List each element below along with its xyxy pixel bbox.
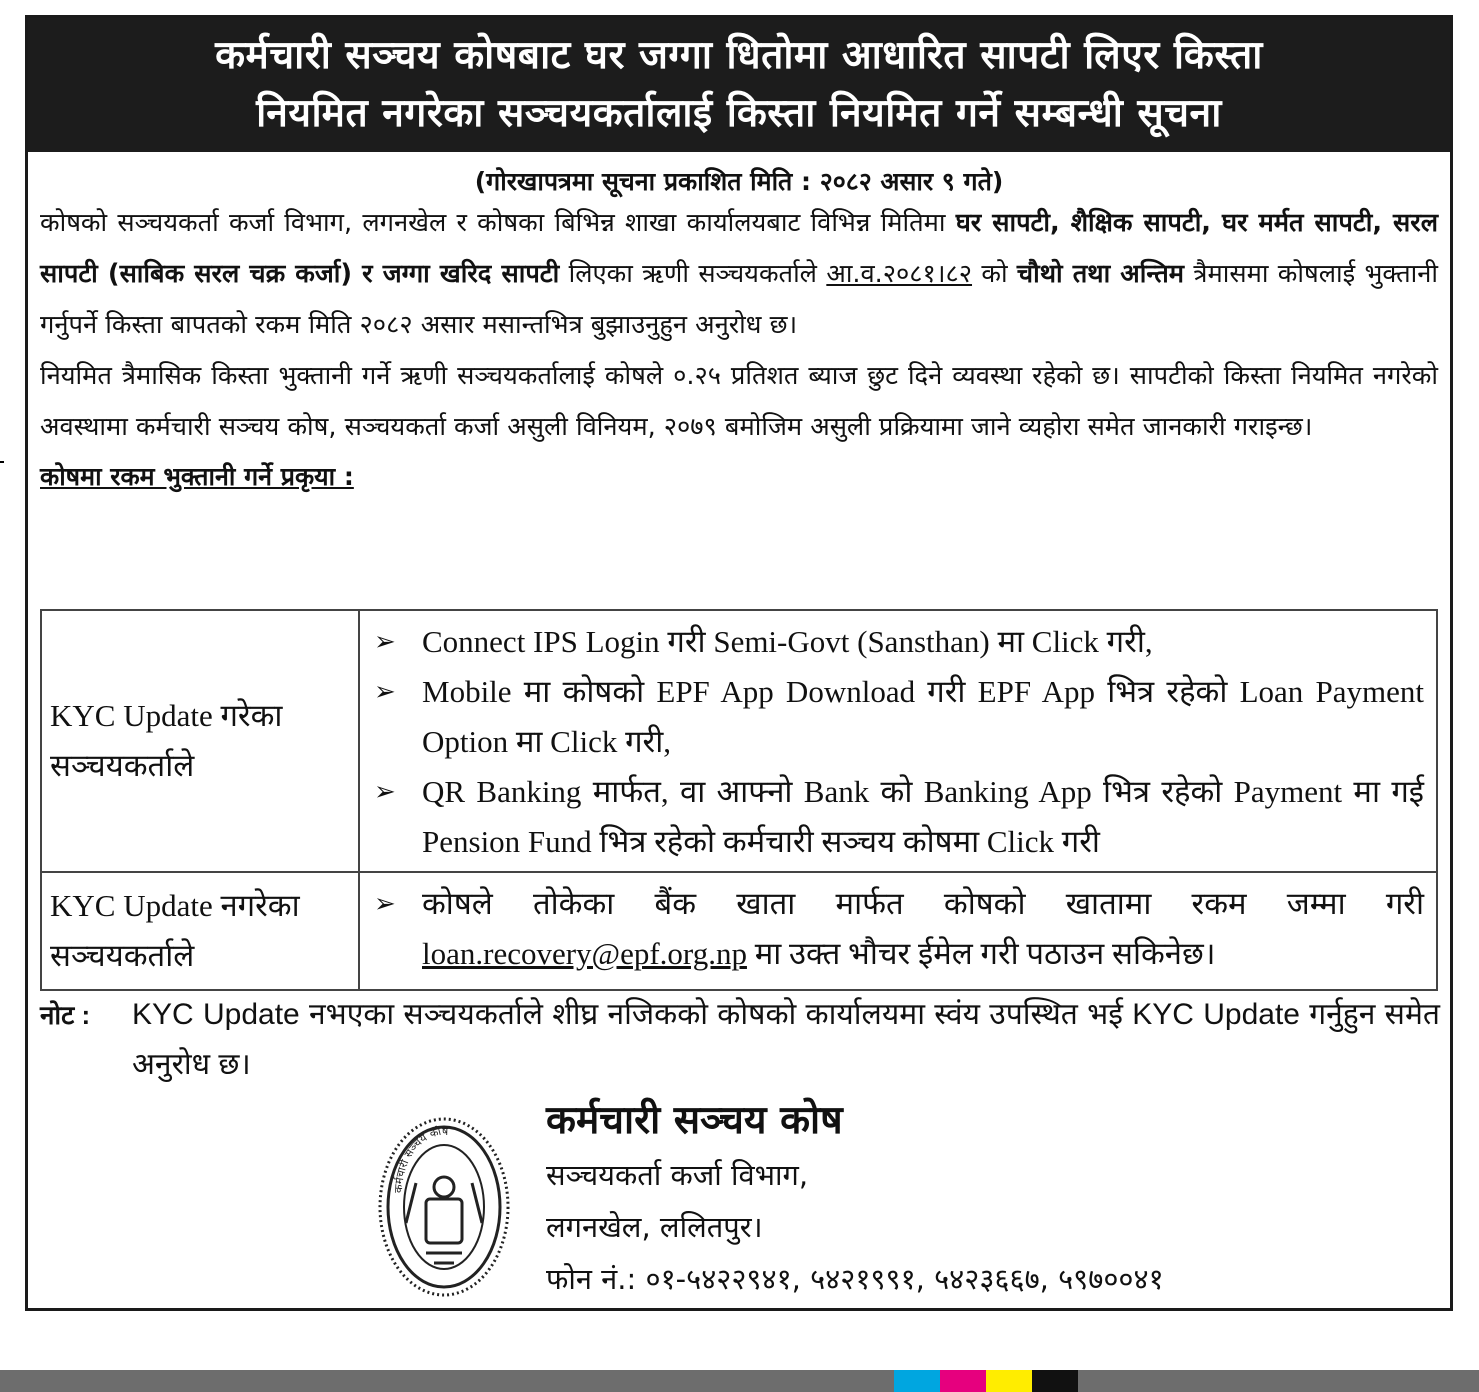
margin-tick xyxy=(0,461,4,463)
svg-text:कर्मचारी सञ्चय कोष xyxy=(392,1125,449,1193)
header-line-2: नियमित नगरेका सञ्चयकर्तालाई किस्ता नियमित गर्ने सम्बन्धी सूचना xyxy=(256,91,1222,136)
department-name: सञ्चयकर्ता कर्जा विभाग, xyxy=(546,1158,809,1192)
notice-frame xyxy=(25,15,1453,1311)
fiscal-year: आ.व.२०८१।८२ xyxy=(826,259,973,289)
list-item xyxy=(374,667,1424,767)
black-swatch xyxy=(1032,1370,1078,1392)
deposit-text-1: कोषले तोकेका बैंक खाता मार्फत कोषको खातामा रकम जम्मा गरी xyxy=(422,886,1424,921)
phone-numbers: फोन नं.: ०१-५४२२९४१, ५४२१९९१, ५४२३६६७, ५९७००४१ xyxy=(546,1262,1164,1296)
recovery-email-link[interactable]: loan.recovery@epf.org.np xyxy=(422,936,747,971)
organization-block xyxy=(546,1093,1446,1305)
list-item xyxy=(374,617,1424,667)
arrow-bullet-icon: ➢ xyxy=(374,889,396,918)
method-bank-deposit xyxy=(422,879,1424,979)
notice-header xyxy=(28,18,1450,152)
list-item xyxy=(374,767,1424,867)
epf-seal-icon xyxy=(376,1113,512,1301)
kyc-not-updated-label: KYC Update नगरेका सञ्चयकर्ताले xyxy=(41,872,359,990)
kyc-updated-methods xyxy=(359,610,1437,872)
para1-loan-types: घर सापटी, शैक्षिक सापटी, घर मर्मत सापटी, सरल सापटी (साबिक सरल चक्र कर्जा) र जग्गा खरिद सापटी xyxy=(40,208,1438,289)
kyc-updated-label: KYC Update गरेका सञ्चयकर्ताले xyxy=(41,610,359,872)
para1-text-4: त्रैमासमा कोषलाई भुक्तानी गर्नुपर्ने किस्ता बापतको रकम मिति २०८२ असार मसान्तभित्र बुझाउनुहुन अनुरोध छ। xyxy=(40,259,1438,340)
arrow-bullet-icon: ➢ xyxy=(374,627,396,656)
yellow-swatch xyxy=(986,1370,1032,1392)
publication-date: (गोरखापत्रमा सूचना प्रकाशित मिति : २०८२ असार ९ गते) xyxy=(474,167,1004,196)
note-text: KYC Update नभएका सञ्चयकर्ताले शीघ्र नजिकको कोषको कार्यालयमा स्वंय उपस्थित भई KYC Update गर्नुहुन समेत अनुरोध छ। xyxy=(132,998,1440,1081)
note-label: नोट : xyxy=(40,1000,91,1030)
para1-text-3: को xyxy=(972,259,1017,289)
method-connect-ips: Connect IPS Login गरी Semi-Govt (Sansthan) मा Click गरी, xyxy=(422,624,1153,659)
print-color-bar xyxy=(0,1370,1479,1392)
table-row xyxy=(41,610,1437,872)
deposit-text-2: मा उक्त भौचर ईमेल गरी पठाउन सकिनेछ। xyxy=(746,936,1216,971)
arrow-bullet-icon: ➢ xyxy=(374,677,396,706)
paragraph-1 xyxy=(40,198,1438,351)
kyc-not-updated-methods xyxy=(359,872,1437,990)
table-row xyxy=(41,872,1437,990)
header-line-1: कर्मचारी सञ्चय कोषबाट घर जग्गा धितोमा आधारित सापटी लिएर किस्ता xyxy=(215,33,1263,78)
note xyxy=(40,990,1440,1090)
payment-process-table xyxy=(40,609,1438,991)
list-item xyxy=(374,879,1424,979)
cyan-swatch xyxy=(894,1370,940,1392)
arrow-bullet-icon: ➢ xyxy=(374,777,396,806)
para1-text-2: लिएका ऋणी सञ्चयकर्ताले xyxy=(559,259,827,289)
method-epf-app: Mobile मा कोषको EPF App Download गरी EPF App भित्र रहेको Loan Payment Option मा Click गरी, xyxy=(422,674,1424,759)
paragraph-2: नियमित त्रैमासिक किस्ता भुक्तानी गर्ने ऋणी सञ्चयकर्तालाई कोषले ०.२५ प्रतिशत ब्याज छुट दिने व्यवस्था रहेको छ। सापटीको किस्ता नियमित नगरेको अवस्थामा कर्मचारी सञ्चय कोष, सञ्चयकर्ता कर्जा असुली विनियम, २०७९ बमोजिम असुली प्रक्रियामा जाने व्यहोरा समेत जानकारी गराइन्छ। xyxy=(40,361,1438,442)
address: लगनखेल, ललितपुर। xyxy=(546,1210,763,1244)
para1-text-1: कोषको सञ्चयकर्ता कर्जा विभाग, लगनखेल र कोषका बिभिन्न शाखा कार्यालयबाट विभिन्न मितिमा xyxy=(40,208,956,238)
payment-process-title: कोषमा रकम भुक्तानी गर्ने प्रकृया : xyxy=(40,462,354,491)
final-quarter: चौथो तथा अन्तिम xyxy=(1016,259,1185,289)
method-qr-banking: QR Banking मार्फत, वा आफ्नो Bank को Banking App भित्र रहेको Payment मा गई Pension Fund भित्र रहेको कर्मचारी सञ्चय कोषमा Click गरी xyxy=(422,774,1424,859)
organization-name: कर्मचारी सञ्चय कोष xyxy=(546,1098,843,1143)
magenta-swatch xyxy=(940,1370,986,1392)
seal-text: कर्मचारी सञ्चय कोष xyxy=(391,1124,449,1194)
